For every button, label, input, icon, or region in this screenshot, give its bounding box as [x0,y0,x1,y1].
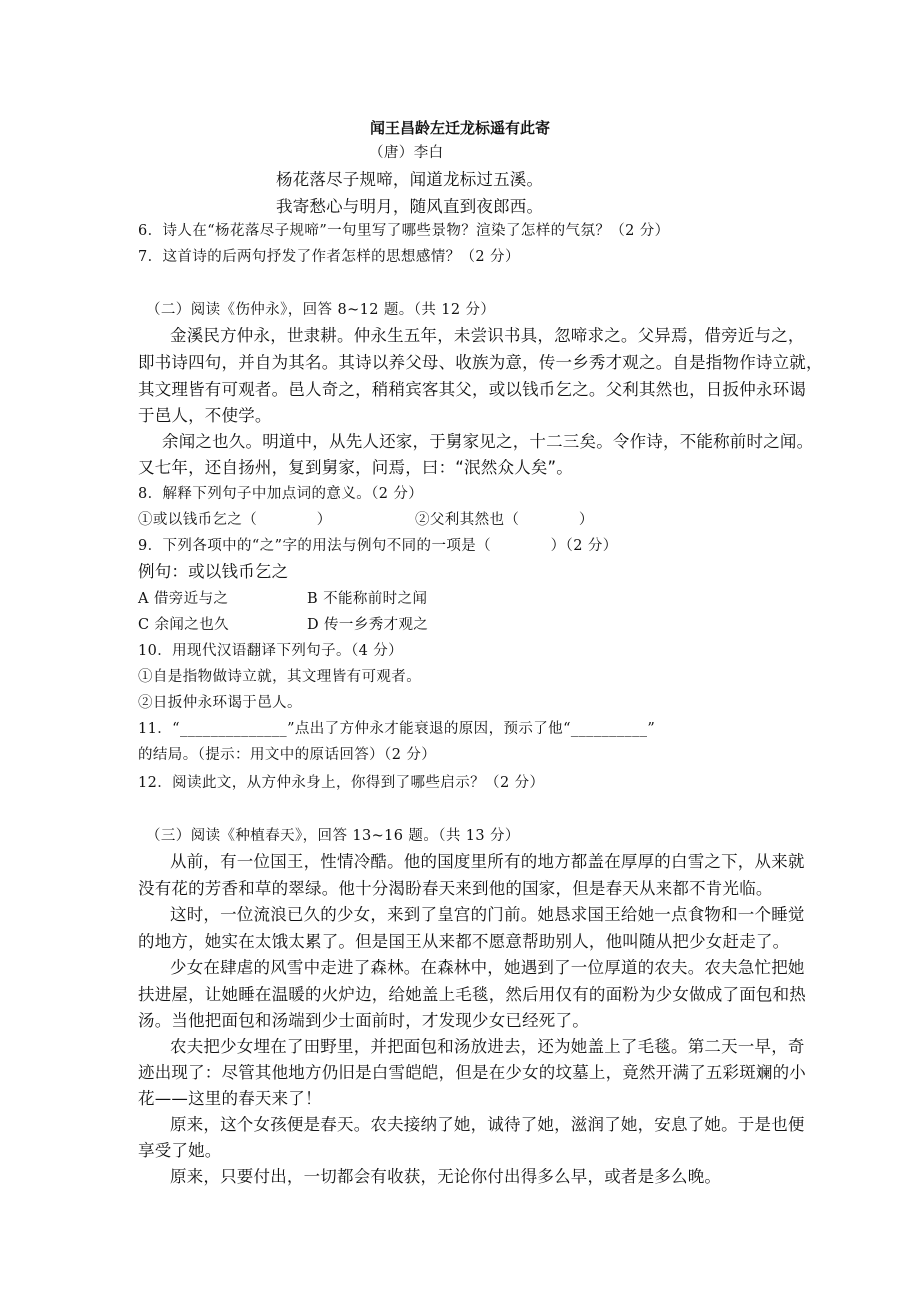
question-6: 6．诗人在“杨花落尽子规啼”一句里写了哪些景物？渲染了怎样的气氛？（2 分） [138,223,670,239]
passage-3-line: 扶进屋，让她睡在温暖的火炉边，给她盖上毛毯，然后用仅有的面粉为少女做成了面包和热 [138,985,806,1004]
question-9: 9．下列各项中的“之”字的用法与例句不同的一项是（ ）（2 分） [138,538,618,554]
passage-3-line: 原来，这个女孩便是春天。农夫接纳了她，诚待了她，滋润了她，安息了她。于是也便 [170,1115,805,1134]
question-8-item-b: ②父利其然也（ ） [415,512,594,528]
passage-2-line: 其文理皆有可观者。邑人奇之，稍稍宾客其父，或以钱币乞之。父利其然也，日扳仲永环谒 [138,380,806,399]
passage-2-line: 又七年，还自扬州，复到舅家，问焉，曰：“泯然众人矣”。 [138,458,573,477]
passage-3-line: 从前，有一位国王，性情冷酷。他的国度里所有的地方都盖在厚厚的白雪之下，从来就 [170,852,805,871]
passage-3-line: 原来，只要付出，一切都会有收获，无论你付出得多么早，或者是多么晚。 [170,1167,722,1186]
question-11-line-1: 11．“______________”点出了方仲永才能衰退的原因，预示了他“__________” [138,721,656,737]
poem-title: 闻王昌龄左迁龙标遥有此寄 [369,119,550,137]
section-3-heading: （三）阅读《种植春天》，回答 13~16 题。（共 13 分） [146,828,520,844]
option-c: C 余闻之也久 [138,617,230,633]
passage-3-line: 这时，一位流浪已久的少女，来到了皇宫的门前。她恳求国王给她一点食物和一个睡觉 [170,905,805,924]
option-d: D 传一乡秀才观之 [307,617,429,633]
question-11-line-2: 的结局。（提示：用文中的原话回答）（2 分） [138,747,437,763]
passage-3-line: 迹出现了：尽管其他地方仍旧是白雪皑皑，但是在少女的坟墓上，竟然开满了五彩斑斓的小 [138,1063,806,1082]
question-7: 7．这首诗的后两句抒发了作者怎样的思想感情？（2 分） [138,249,520,265]
option-b: B 不能称前时之闻 [307,591,428,607]
question-9-example: 例句：或以钱币乞之 [138,562,289,581]
passage-3-line: 没有花的芳香和草的翠绿。他十分渴盼春天来到他的国家，但是春天从来都不肯光临。 [138,879,773,898]
question-12: 12．阅读此文，从方仲永身上，你得到了哪些启示？（2 分） [138,775,545,791]
passage-2-line: 余闻之也久。明道中，从先人还家，于舅家见之，十二三矣。令作诗，不能称前时之闻。 [162,432,814,451]
option-a: A 借旁近与之 [138,591,229,607]
passage-2-line: 即书诗四句，并自为其名。其诗以养父母、收族为意，传一乡秀才观之。自是指物作诗立就， [138,353,823,372]
passage-3-line: 享受了她。 [138,1141,222,1160]
poem-author: （唐）李白 [369,145,444,161]
poem-line-2: 我寄愁心与明月，随风直到夜郎西。 [276,197,544,216]
question-8: 8．解释下列句子中加点词的意义。（2 分） [138,486,424,502]
passage-3-line: 汤。当他把面包和汤端到少士面前时，才发现少女已经死了。 [138,1011,589,1030]
question-10-item-2: ②日扳仲永环谒于邑人。 [138,695,302,711]
question-8-item-a: ①或以钱币乞之（ ） [138,512,332,528]
passage-2-line: 金溪民方仲永，世隶耕。仲永生五年，未尝识书具，忽啼求之。父异焉，借旁近与之， [170,326,805,345]
question-10-item-1: ①自是指物做诗立就，其文理皆有可观者。 [138,669,422,685]
section-2-heading: （二）阅读《伤仲永》，回答 8~12 题。（共 12 分） [146,302,496,318]
question-10: 10．用现代汉语翻译下列句子。（4 分） [138,643,404,659]
passage-2-line: 于邑人，不使学。 [138,406,272,425]
passage-3-line: 花——这里的春天来了！ [138,1089,322,1108]
poem-line-1: 杨花落尽子规啼，闻道龙标过五溪。 [276,170,544,189]
passage-3-line: 的地方，她实在太饿太累了。但是国王从来都不愿意帮助别人，他叫随从把少女赶走了。 [138,932,790,951]
passage-3-line: 农夫把少女埋在了田野里，并把面包和汤放进去，还为她盖上了毛毯。第二天一早，奇 [170,1037,805,1056]
passage-3-line: 少女在肆虐的风雪中走进了森林。在森林中，她遇到了一位厚道的农夫。农夫急忙把她 [170,958,805,977]
